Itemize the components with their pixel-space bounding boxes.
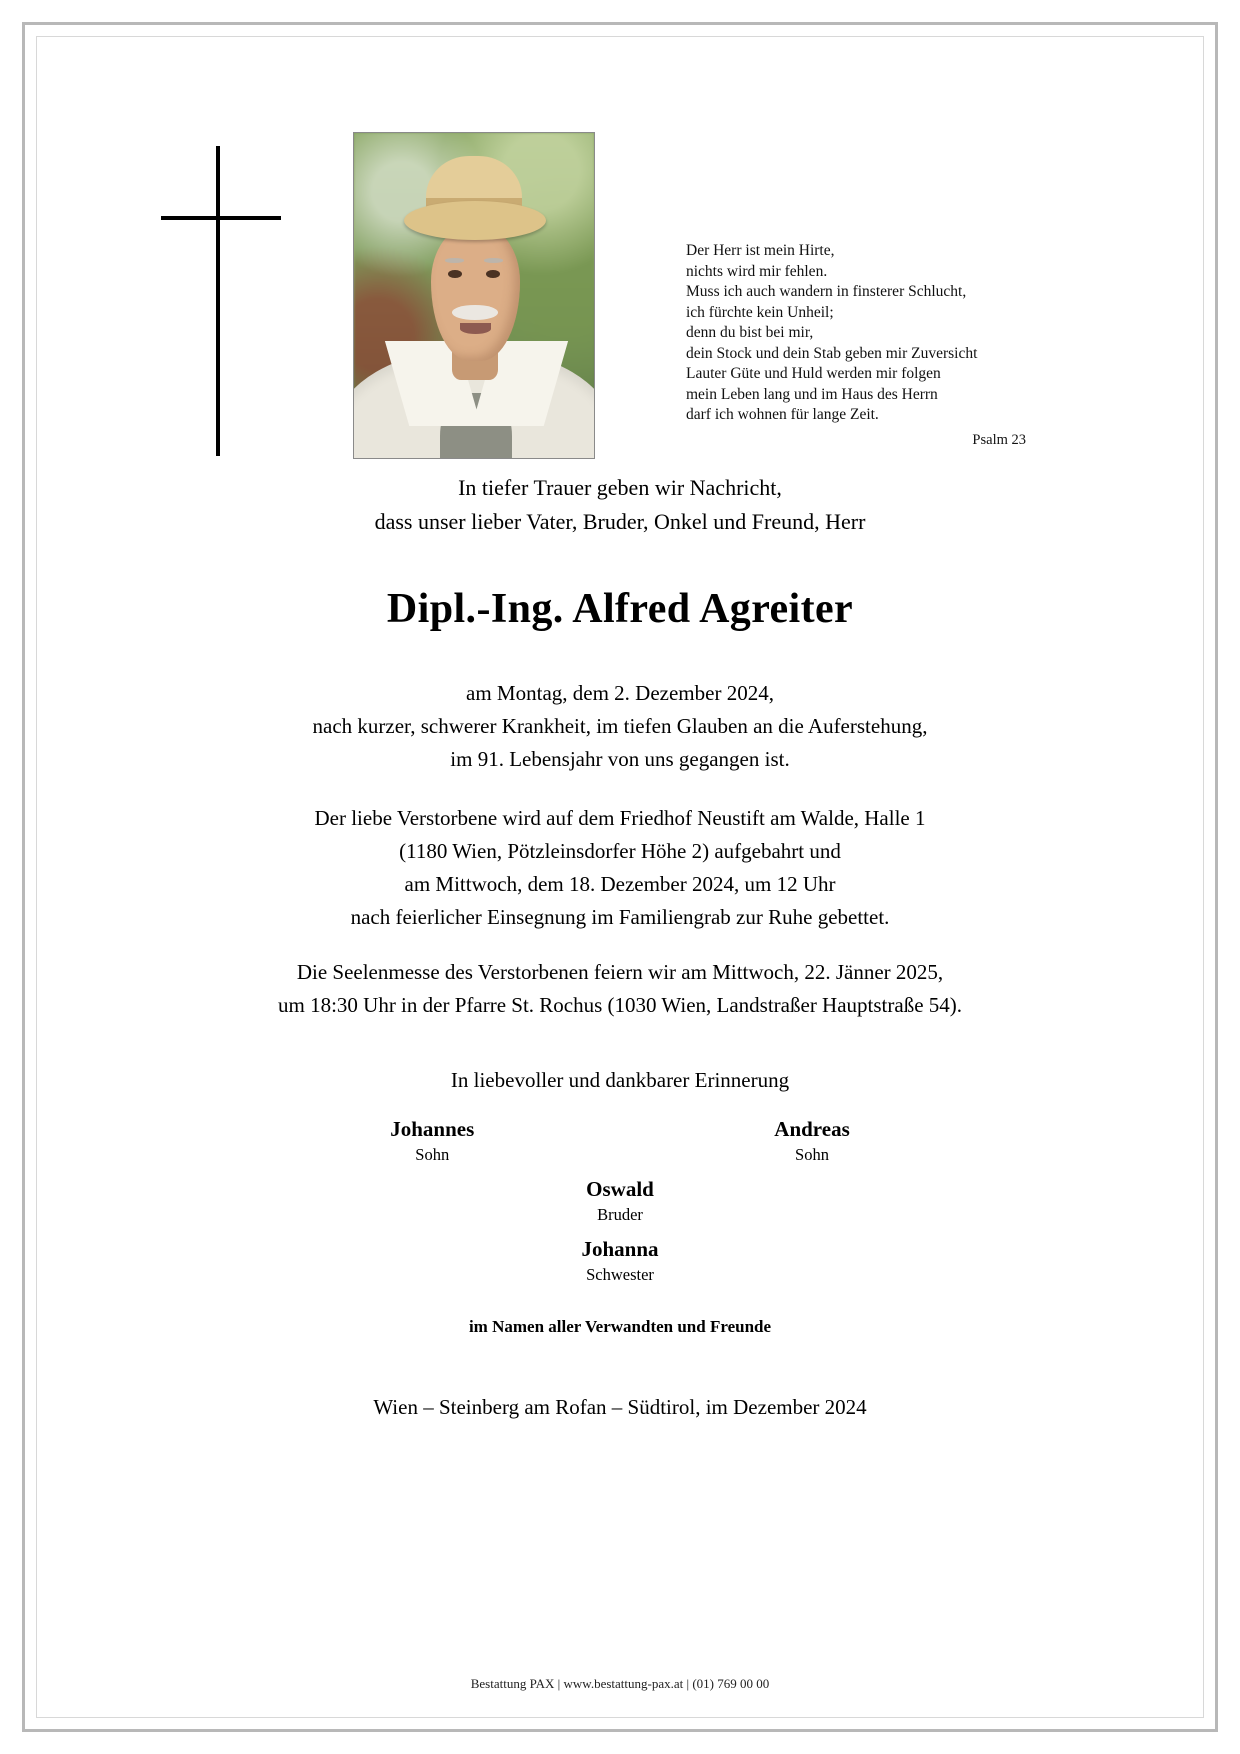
photo-eyebrow-left [445,258,464,263]
survivor-entry [36,1235,1204,1287]
memory-heading: In liebevoller und dankbarer Erinnerung [450,1068,790,1092]
psalm-line: denn du bist bei mir, [686,324,814,341]
death-line-1: am Montag, dem 2. Dezember 2024, [466,681,774,705]
psalm-line: Muss ich auch wandern in finsterer Schlucht, [686,283,967,300]
photo-eye-left [448,270,462,278]
funeral-details [36,802,1204,934]
header-band [36,66,1204,466]
survivor-entry [36,1175,1204,1227]
survivor-name: Oswald [586,1177,654,1201]
mass-line-1: Die Seelenmesse des Verstorbenen feiern wir am Mittwoch, 22. Jänner 2025, [296,960,944,984]
photo-eyebrow-right [484,258,503,263]
survivors-list [36,1115,1204,1287]
portrait-photo [353,132,595,459]
psalm-source: Psalm 23 [972,431,1026,448]
mass-line-2: um 18:30 Uhr in der Pfarre St. Rochus (1030 Wien, Landstraßer Hauptstraße 54). [277,993,963,1017]
survivor-name: Johanna [581,1237,659,1261]
survivors-row-brother [36,1175,1204,1227]
funeral-line-4: nach feierlicher Einsegnung im Familiengrab zur Ruhe gebettet. [350,905,890,929]
survivor-relation: Bruder [597,1205,643,1224]
psalm-line: mein Leben lang und im Haus des Herrn [686,385,938,403]
psalm-line: darf ich wohnen für lange Zeit. [686,406,879,423]
memorial-mass-details [36,956,1204,1022]
funeral-line-2: (1180 Wien, Pötzleinsdorfer Höhe 2) aufgebahrt und [399,839,841,863]
survivor-entry [390,1115,474,1167]
survivor-name: Andreas [774,1117,850,1141]
psalm-line: nichts wird mir fehlen. [686,262,828,280]
death-line-3: im 91. Lebensjahr von uns gegangen ist. [450,747,790,771]
psalm-line: Der Herr ist mein Hirte, [686,242,835,259]
survivor-relation: Schwester [586,1265,654,1284]
obituary-body [36,471,1204,1420]
survivor-relation: Sohn [415,1145,450,1164]
survivor-entry [774,1115,849,1167]
lead-line-2: dass unser lieber Vater, Bruder, Onkel und Freund, Herr [374,509,866,534]
psalm-quote [686,241,1026,450]
footer-imprint: Bestattung PAX | www.bestattung-pax.at | (01) 769 00 00 [470,1676,770,1691]
photo-mouth [460,323,491,333]
psalm-line: Lauter Güte und Huld werden mir folgen [686,365,941,382]
closing-note: im Namen aller Verwandten und Freunde [468,1317,772,1336]
death-details [36,677,1204,776]
death-line-2: nach kurzer, schwerer Krankheit, im tiefen Glauben an die Auferstehung, [312,714,928,738]
survivors-row-sons [36,1115,1204,1167]
psalm-line: ich fürchte kein Unheil; [686,303,834,321]
cross-vertical-bar [216,146,220,456]
deceased-name: Dipl.-Ing. Alfred Agreiter [386,586,854,632]
lead-text [36,471,1204,539]
funeral-line-1: Der liebe Verstorbene wird auf dem Friedhof Neustift am Walde, Halle 1 [314,806,926,830]
photo-face [431,224,520,361]
survivor-name: Johannes [390,1117,475,1141]
funeral-line-3: am Mittwoch, dem 18. Dezember 2024, um 12 Uhr [404,872,836,896]
survivor-relation: Sohn [795,1145,829,1164]
photo-mustache [452,305,498,320]
page-content [36,36,1204,1718]
photo-eye-right [486,270,500,278]
survivors-row-sister [36,1235,1204,1287]
cross-horizontal-bar [161,216,281,220]
psalm-line: dein Stock und dein Stab geben mir Zuversicht [686,344,978,362]
places-and-date: Wien – Steinberg am Rofan – Südtirol, im Dezember 2024 [373,1395,867,1419]
lead-line-1: In tiefer Trauer geben wir Nachricht, [458,475,782,500]
cross-icon [161,146,281,456]
photo-hat-brim [404,201,546,240]
